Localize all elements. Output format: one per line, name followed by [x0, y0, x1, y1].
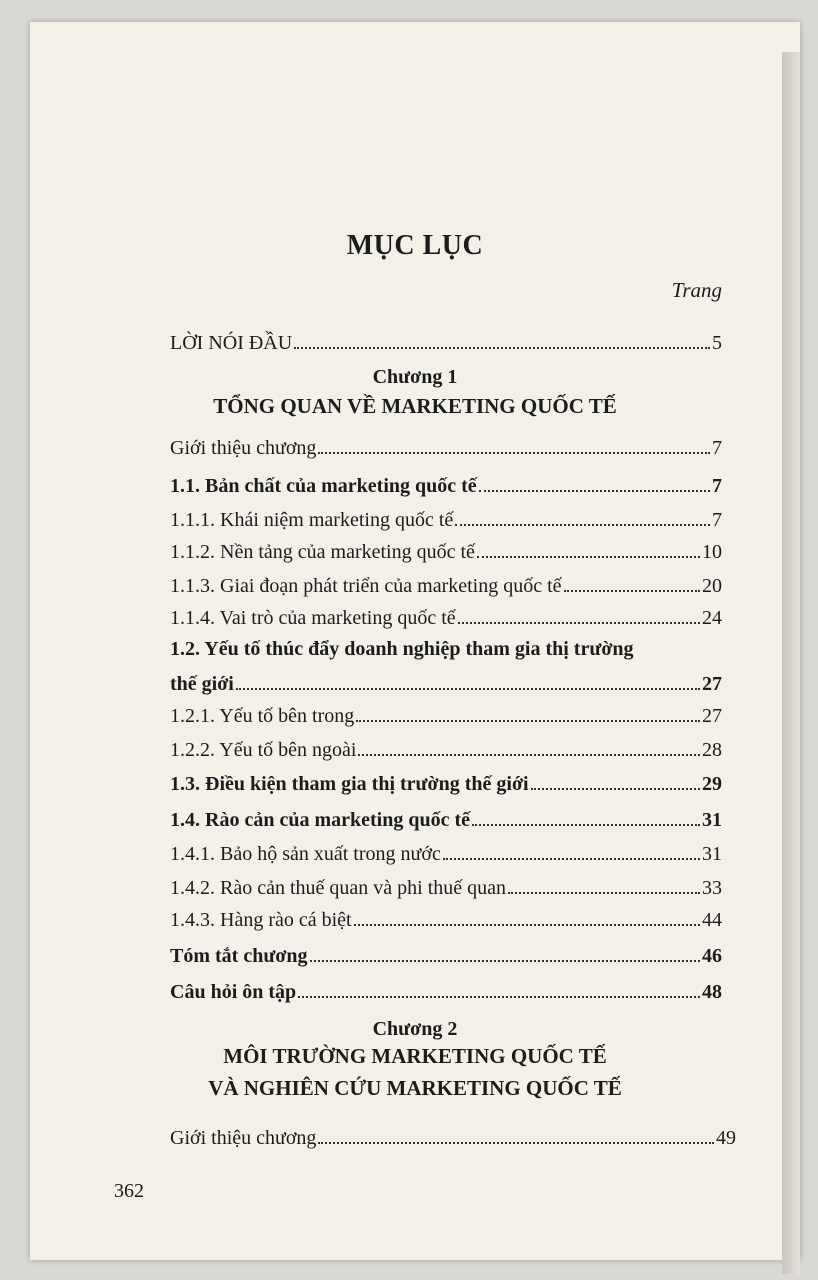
- toc-entry-label: 1.1.1. Khái niệm marketing quốc tế: [170, 509, 454, 531]
- toc-entry-label: 1.4. Rào cản của marketing quốc tế: [170, 809, 470, 831]
- toc-entry: [170, 504, 722, 532]
- dot-leader: [477, 556, 700, 558]
- toc-entry-page: 49: [716, 1127, 736, 1149]
- toc-entry-page: 7: [712, 437, 722, 459]
- toc-entry-section: [170, 976, 722, 1004]
- dot-leader: [458, 622, 700, 624]
- chapter-title-line2: VÀ NGHIÊN CỨU MARKETING QUỐC TẾ: [208, 1076, 622, 1100]
- toc-entry-label: Giới thiệu chương: [170, 1127, 317, 1149]
- dot-leader: [564, 590, 700, 592]
- toc-entry-label: 1.1.2. Nền tảng của marketing quốc tế: [170, 541, 475, 563]
- dot-leader: [298, 996, 700, 998]
- dot-leader: [318, 452, 710, 454]
- toc-entry: [170, 602, 722, 630]
- toc-entry-section: [170, 804, 722, 832]
- toc-entry-page: 10: [702, 541, 722, 563]
- toc-entry-page: 5: [712, 332, 722, 354]
- toc-entry-page: 28: [702, 739, 722, 761]
- toc-entry-label: 1.4.1. Bảo hộ sản xuất trong nước: [170, 843, 441, 865]
- toc-entry: [170, 570, 722, 598]
- dot-leader: [472, 824, 700, 826]
- chapter-number: Chương 1: [372, 366, 458, 388]
- dot-leader: [508, 892, 700, 894]
- toc-entry-page: 7: [712, 509, 722, 531]
- toc-entry-section: [170, 470, 722, 498]
- toc-entry-page: 31: [702, 809, 722, 831]
- dot-leader: [479, 490, 710, 492]
- toc-entry-label: 1.1.4. Vai trò của marketing quốc tế: [170, 607, 456, 629]
- toc-entry: [170, 432, 722, 460]
- toc-entry-label: 1.4.2. Rào cản thuế quan và phi thuế quan: [170, 877, 507, 899]
- toc-entry-section: [170, 668, 722, 696]
- toc-entry-page: 7: [712, 475, 722, 497]
- dot-leader: [356, 720, 700, 722]
- dot-leader: [358, 754, 700, 756]
- toc-entry-page: 33: [702, 877, 722, 899]
- toc-entry-page: 29: [702, 773, 722, 795]
- chapter-number: Chương 2: [372, 1018, 458, 1040]
- dot-leader: [318, 1142, 714, 1144]
- dot-leader: [443, 858, 700, 860]
- page-number: 362: [114, 1180, 144, 1202]
- toc-entry-section: [170, 768, 722, 796]
- toc-entry-label: 1.4.3. Hàng rào cá biệt: [170, 909, 352, 931]
- toc-entry-section-line1: 1.2. Yếu tố thúc đẩy doanh nghiệp tham gia thị trường: [170, 638, 634, 660]
- toc-entry-label: Câu hỏi ôn tập: [170, 981, 297, 1003]
- dot-leader: [455, 524, 710, 526]
- dot-leader: [531, 788, 700, 790]
- toc-entry-preface: [170, 327, 722, 355]
- book-page: [30, 22, 800, 1260]
- toc-entry-label: Tóm tắt chương: [170, 945, 308, 967]
- toc-entry: [170, 904, 722, 932]
- toc-entry-page: 20: [702, 575, 722, 597]
- toc-entry-page: 48: [702, 981, 722, 1003]
- toc-entry: [170, 734, 722, 762]
- dot-leader: [310, 960, 700, 962]
- dot-leader: [294, 347, 710, 349]
- toc-entry-label: Giới thiệu chương: [170, 437, 317, 459]
- toc-entry-label: LỜI NÓI ĐẦU: [170, 332, 293, 354]
- toc-entry: [170, 872, 722, 900]
- dot-leader: [354, 924, 700, 926]
- toc-entry: [170, 838, 722, 866]
- chapter-title: TỔNG QUAN VỀ MARKETING QUỐC TẾ: [213, 394, 617, 418]
- toc-entry-page: 24: [702, 607, 722, 629]
- toc-entry-section: [170, 940, 722, 968]
- toc-entry-page: 44: [702, 909, 722, 931]
- toc-entry-label: 1.2.2. Yếu tố bên ngoài: [170, 739, 357, 761]
- toc-entry-page: 27: [702, 705, 722, 727]
- dot-leader: [236, 688, 700, 690]
- toc-entry-label: 1.3. Điều kiện tham gia thị trường thế giới: [170, 773, 529, 795]
- toc-entry-label: thế giới: [170, 673, 234, 695]
- toc-title: MỤC LỤC: [346, 230, 484, 261]
- toc-entry-label: 1.2.1. Yếu tố bên trong: [170, 705, 355, 727]
- toc-entry-page: 46: [702, 945, 722, 967]
- toc-entry-label: 1.1.3. Giai đoạn phát triển của marketing quốc tế: [170, 575, 562, 597]
- toc-entry: [170, 1122, 736, 1150]
- toc-entry-label: 1.1. Bản chất của marketing quốc tế: [170, 475, 477, 497]
- page-column-label: Trang: [671, 278, 722, 302]
- toc-entry: [170, 536, 722, 564]
- chapter-title-line1: MÔI TRƯỜNG MARKETING QUỐC TẾ: [223, 1044, 607, 1068]
- toc-entry: [170, 700, 722, 728]
- toc-entry-page: 27: [702, 673, 722, 695]
- toc-entry-page: 31: [702, 843, 722, 865]
